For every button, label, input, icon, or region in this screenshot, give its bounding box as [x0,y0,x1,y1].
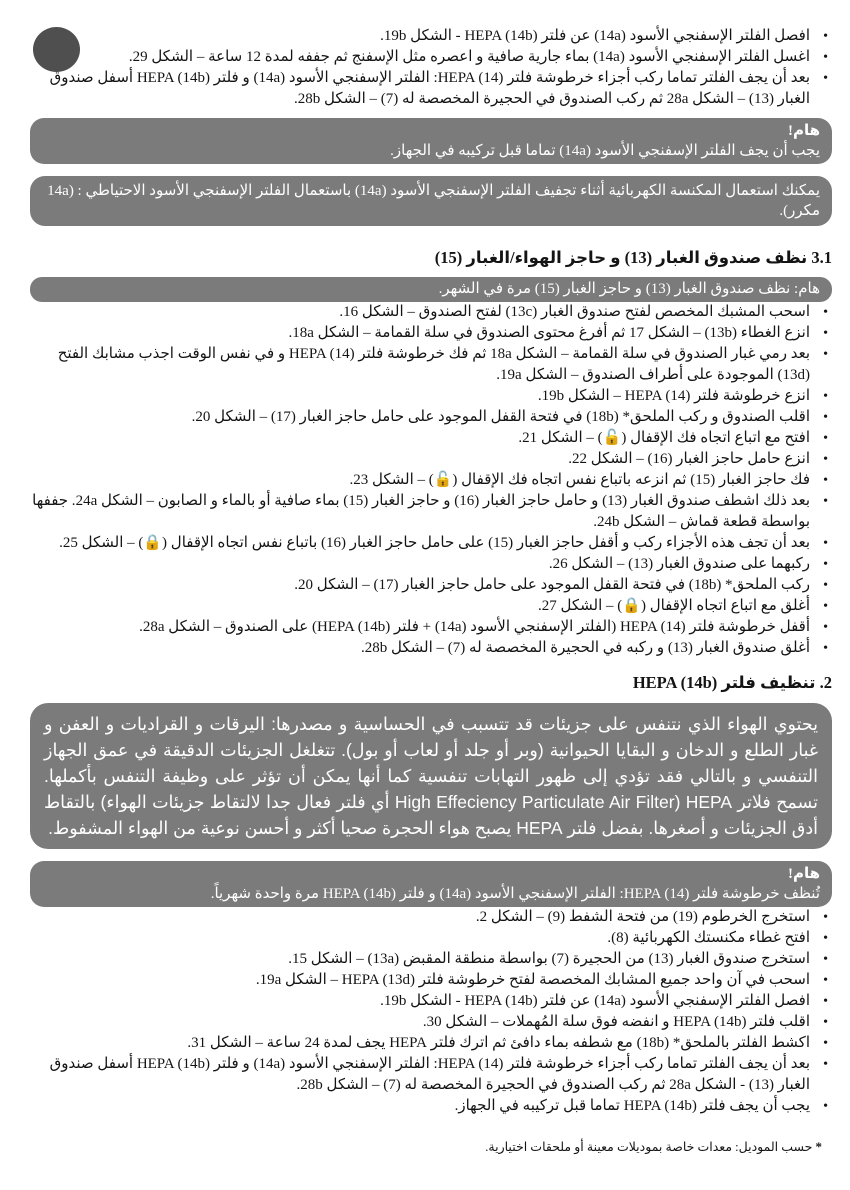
list-item [30,907,832,928]
list-item [30,47,832,68]
notice-body: هام: نظف صندوق الغبار (13) و حاجز الغبار (15) مرة في الشهر. [438,281,820,297]
list-item [30,449,832,470]
footnote-asterisk: * [815,1139,822,1154]
list-item [30,302,832,323]
list-item-text: افصل الفلتر الإسفنجي الأسود (14a) عن فلتر HEPA (14b) - الشكل 19b. [380,28,810,44]
list-item-text: ركب الملحق* (18b) في فتحة القفل الموجود على حامل حاجز الغبار (17) – الشكل 20. [294,577,810,593]
notice-title: هام! [787,123,820,139]
list-item [30,344,832,386]
list-item-text: بعد رمي غبار الصندوق في سلة القمامة – الشكل 18a ثم فك خرطوشة فلتر HEPA (14) و في نفس الوقت اجذب مشابك الفتح (13d) الموجودة على أطراف الصندوق – الشكل 19a. [57,346,810,383]
list-item-text: انزع الغطاء (13b) – الشكل 17 ثم أفرغ محتوى الصندوق في سلة القمامة – الشكل 18a. [288,325,810,341]
list-item-text: اسحب المشبك المخصص لفتح صندوق الغبار (13c) لفتح الصندوق – الشكل 16. [339,304,810,320]
section-heading-clean-hepa: 2. تنظيف فلتر HEPA (14b) [632,673,832,692]
list-item-text: افصل الفلتر الإسفنجي الأسود (14a) عن فلتر HEPA (14b) - الشكل 19b. [380,993,810,1009]
list-item [30,617,832,638]
list-item [30,970,832,991]
list-item-text: أغلق صندوق الغبار (13) و ركبه في الحجيرة المخصصة له (7) – الشكل 28b. [361,640,810,656]
list-item-text: بعد أن يجف الفلتر تماما ركب أجزاء خرطوشة فلتر HEPA (14): الفلتر الإسفنجي الأسود (14a) و فلتر HEPA (14b) أسفل صندوق الغبار (13) - الشكل 28a ثم ركب الصندوق في الحجيرة المخصصة له (7) – الشكل 28b. [49,1056,810,1093]
hepa-steps-list [30,907,832,1117]
list-item-text: افتح غطاء مكنستك الكهربائية (8). [607,930,810,946]
hepa-info-text: يحتوي الهواء الذي نتنفس على جزيئات قد تتسبب في الحساسية و مصدرها: اليرقات و القراديات و العفن و غبار الطلع و الدخان و البقايا الحيوانية (وبر أو جلد أو لعاب أو بول). تتغلغل الجزيئات الدقيقة في عمق الجهاز التنفسي و بالتالي فقد تؤدي إلى ظهور التهابات تنفسية كما أنها يمكن أن تؤثر على وظيفة التنفس بأكملها. تسمح فلاتر HEPA (High Effeciency Particulate Air Filter أي فلتر فعال جدا لالتقاط جزيئات الهواء) بالتقاط أدق الجزيئات و أصغرها. بفضل فلتر HEPA يصبح هواء الحجرة صحيا أكثر و أحسن نوعية من الهواء المشفوط. [44,714,818,838]
hepa-info-box [30,703,832,849]
notice-body: يمكنك استعمال المكنسة الكهربائية أثناء تجفيف الفلتر الإسفنجي الأسود (14a) باستعمال الفلتر الإسفنجي الأسود الاحتياطي : (14a مكرر). [47,183,820,219]
list-item [30,68,832,110]
top-instructions-list [30,26,832,110]
footnote-text: حسب الموديل: معدات خاصة بموديلات معينة أو ملحقات اختيارية. [485,1140,813,1154]
list-item-text: يجب أن يجف فلتر HEPA (14b) تماما قبل تركيبه في الجهاز. [454,1098,810,1114]
list-item [30,323,832,344]
list-item [30,928,832,949]
list-item [30,596,832,617]
list-item-text: استخرج صندوق الغبار (13) من الحجيرة (7) بواسطة منطقة المقبض (13a) – الشكل 15. [288,951,810,967]
list-item [30,1012,832,1033]
list-item [30,949,832,970]
model-footnote [30,1139,832,1155]
list-item-text: بعد أن تجف هذه الأجزاء ركب و أقفل حاجز الغبار (15) على حامل حاجز الغبار (16) باتباع نفس اتجاه الإقفال (🔒) – الشكل 25. [59,535,810,551]
list-item-text: بعد ذلك اشطف صندوق الغبار (13) و حامل حاجز الغبار (16) و حاجز الغبار (15) بماء صافية أو بالماء و الصابون – الشكل 24a. جففها بواسطة قطعة قماش – الشكل 24b. [32,493,810,530]
list-item-text: فك حاجز الغبار (15) ثم انزعه باتباع نفس اتجاه فك الإقفال (🔓) – الشكل 23. [349,472,810,488]
list-item [30,26,832,47]
list-item [30,386,832,407]
list-item-text: استخرج الخرطوم (19) من فتحة الشفط (9) – الشكل 2. [475,909,810,925]
list-item [30,428,832,449]
list-item-text: أغلق مع اتباع اتجاه الإقفال (🔒) – الشكل 27. [538,598,810,614]
notice-spare-filter-box [30,176,832,226]
list-item-text: بعد أن يجف الفلتر تماما ركب أجزاء خرطوشة فلتر HEPA (14): الفلتر الإسفنجي الأسود (14a) و فلتر HEPA (14b) أسفل صندوق الغبار (13) – الشكل 28a ثم ركب الصندوق في الحجيرة المخصصة له (7) – الشكل 28b. [49,70,810,107]
list-item-text: اكشط الفلتر بالملحق* (18b) مع شطفه بماء دافئ ثم اترك فلتر HEPA يجف لمدة 24 ساعة – الشكل 31. [187,1035,810,1051]
section-heading-clean-dustbox: 3.1 نظف صندوق الغبار (13) و حاجز الهواء/الغبار (15) [434,248,832,267]
notice-title: هام! [787,866,820,882]
list-item [30,1033,832,1054]
dustbox-steps-list [30,302,832,659]
list-item [30,575,832,596]
notice-body: يجب أن يجف الفلتر الإسفنجي الأسود (14a) تماما قبل تركيبه في الجهاز. [390,143,820,159]
list-item [30,491,832,533]
list-item [30,991,832,1012]
list-item [30,638,832,659]
notice-hepa-monthly-box [30,861,832,907]
notice-dry-filter-box [30,118,832,164]
list-item [30,554,832,575]
list-item [30,533,832,554]
list-item-text: افتح مع اتباع اتجاه فك الإقفال (🔓) – الشكل 21. [518,430,810,446]
list-item-text: انزع حامل حاجز الغبار (16) – الشكل 22. [568,451,810,467]
list-item-text: انزع خرطوشة فلتر HEPA (14) – الشكل 19b. [537,388,810,404]
list-item-text: اسحب في آن واحد جميع المشابك المخصصة لفتح خرطوشة فلتر HEPA (13d) – الشكل 19a. [255,972,810,988]
list-item [30,1096,832,1117]
notice-body: تُنظف خرطوشة فلتر HEPA (14): الفلتر الإسفنجي الأسود (14a) و فلتر HEPA (14b) مرة واحدة شهرياً. [210,886,820,902]
list-item-text: اقلب فلتر HEPA (14b) و انفضه فوق سلة المُهملات – الشكل 30. [422,1014,810,1030]
list-item-text: ركبهما على صندوق الغبار (13) – الشكل 26. [548,556,810,572]
notice-monthly-clean-bar [30,277,832,302]
list-item [30,1054,832,1096]
list-item-text: اقلب الصندوق و ركب الملحق* (18b) في فتحة القفل الموجود على حامل حاجز الغبار (17) – الشكل 20. [191,409,810,425]
list-item [30,407,832,428]
list-item-text: أقفل خرطوشة فلتر HEPA (14) (الفلتر الإسفنجي الأسود (14a) + فلتر HEPA (14b)) على الصندوق – الشكل 28a. [139,619,810,635]
list-item-text: اغسل الفلتر الإسفنجي الأسود (14a) بماء جارية صافية و اعصره مثل الإسفنج ثم جففه لمدة 12 ساعة – الشكل 29. [128,49,810,65]
list-item [30,470,832,491]
